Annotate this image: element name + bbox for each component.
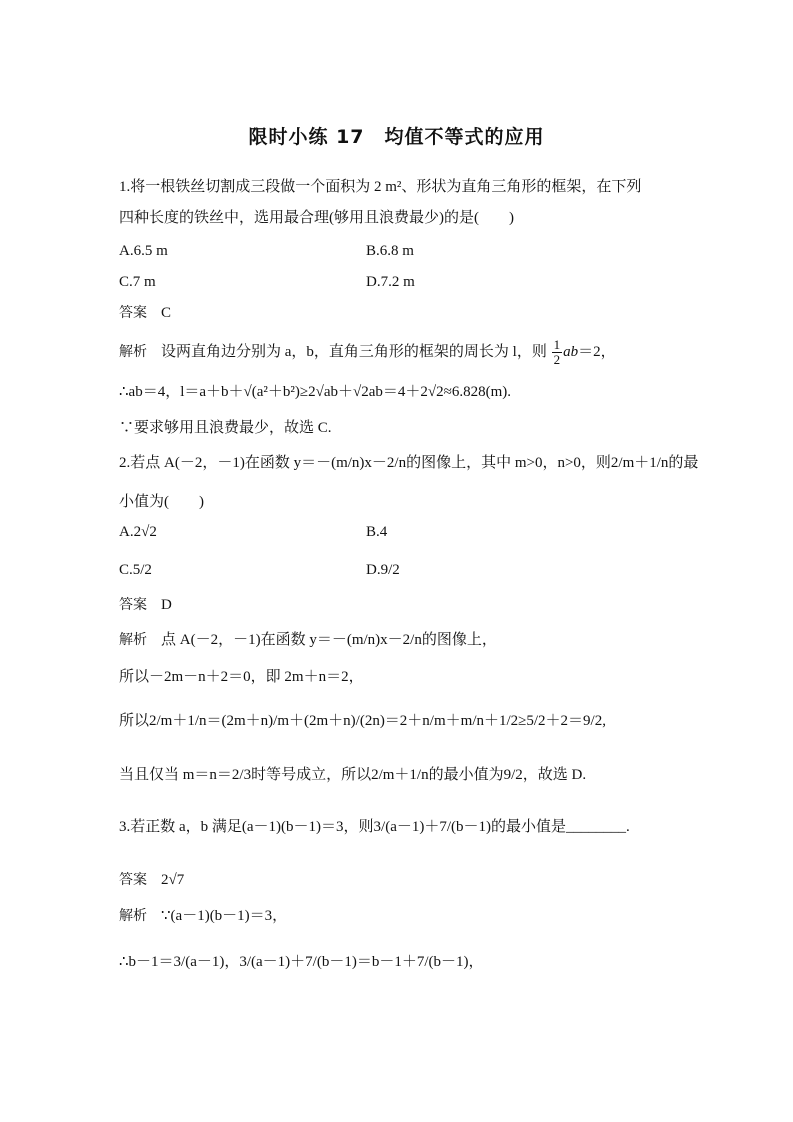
- q3-analysis-line2: ∴b－1＝3/(a－1)，3/(a－1)＋7/(b－1)＝b－1＋7/(b－1)，: [119, 954, 484, 970]
- analysis-label: 解析: [119, 343, 147, 360]
- answer-label: 答案: [119, 597, 147, 613]
- q2-stem-line2: 小值为( ): [119, 494, 204, 510]
- q2-answer: D: [161, 597, 172, 613]
- q1-option-d: D.7.2 m: [366, 274, 415, 290]
- q2-answer-row: [119, 595, 172, 615]
- q2-analysis-line2: 所以－2m－n＋2＝0，即 2m＋n＝2，: [119, 669, 364, 685]
- q3-analysis-line1: [119, 906, 287, 926]
- q2-analysis-text1: 点 A(－2，－1)在函数 y＝－(m/n)x－2/n的图像上，: [161, 632, 497, 648]
- analysis-label: 解析: [119, 908, 147, 924]
- q2-option-b: B.4: [366, 524, 388, 540]
- q1-analysis-line3: ∵要求够用且浪费最少，故选 C.: [119, 420, 332, 436]
- q1-option-b: B.6.8 m: [366, 243, 414, 259]
- q1-stem-line1: 1.将一根铁丝切割成三段做一个面积为 2 m²、形状为直角三角形的框架，在下列: [119, 179, 642, 195]
- analysis-label: 解析: [119, 632, 147, 648]
- q1-answer: C: [161, 305, 172, 321]
- q2-stem-line1: 2.若点 A(－2，－1)在函数 y＝－(m/n)x－2/n的图像上，其中 m>0，n>0，则2/m＋1/n的最: [119, 455, 699, 471]
- q1-option-a: A.6.5 m: [119, 243, 168, 259]
- q1-answer-row: [119, 303, 171, 323]
- answer-label: 答案: [119, 872, 147, 888]
- q2-option-a: A.2√2: [119, 524, 157, 540]
- fraction-half: $\frac{1}{2}$: [553, 337, 561, 367]
- q3-analysis-text1: ∵(a－1)(b－1)＝3，: [161, 908, 288, 924]
- q2-analysis-line4: 当且仅当 m＝n＝2/3时等号成立，所以2/m＋1/n的最小值为9/2，故选 D.: [119, 767, 587, 783]
- page-title: 限时小练 17 均值不等式的应用: [248, 126, 545, 148]
- q1-stem-line2: 四种长度的铁丝中，选用最合理(够用且浪费最少)的是( ): [119, 210, 514, 226]
- answer-label: 答案: [119, 305, 147, 321]
- q2-analysis-line3: 所以2/m＋1/n＝(2m＋n)/m＋(2m＋n)/(2n)＝2＋n/m＋m/n＋1/2≥5/2＋2＝9/2,: [119, 713, 606, 729]
- q1-analysis-line1: 解析 设两直角边分别为 a，b，直角三角形的框架的周长为 l，则 $\frac{1}{2}$ ab＝2，: [119, 337, 616, 367]
- q3-answer: 2√7: [161, 872, 185, 888]
- q3-stem-line1: 3.若正数 a，b 满足(a－1)(b－1)＝3，则3/(a－1)＋7/(b－1)的最小值是________.: [119, 819, 630, 835]
- q2-option-c: C.5/2: [119, 562, 152, 578]
- q2-option-d: D.9/2: [366, 562, 400, 578]
- q1-analysis-line2: ∴ab＝4，l＝a＋b＋√(a²＋b²)≥2√ab＋√2ab＝4＋2√2≈6.828(m).: [119, 384, 512, 400]
- q1-option-c: C.7 m: [119, 274, 156, 290]
- q2-analysis-line1: [119, 630, 497, 650]
- q3-answer-row: [119, 870, 184, 890]
- q1-analysis-text1: 设两直角边分别为 a，b，直角三角形的框架的周长为 l，则: [161, 343, 547, 360]
